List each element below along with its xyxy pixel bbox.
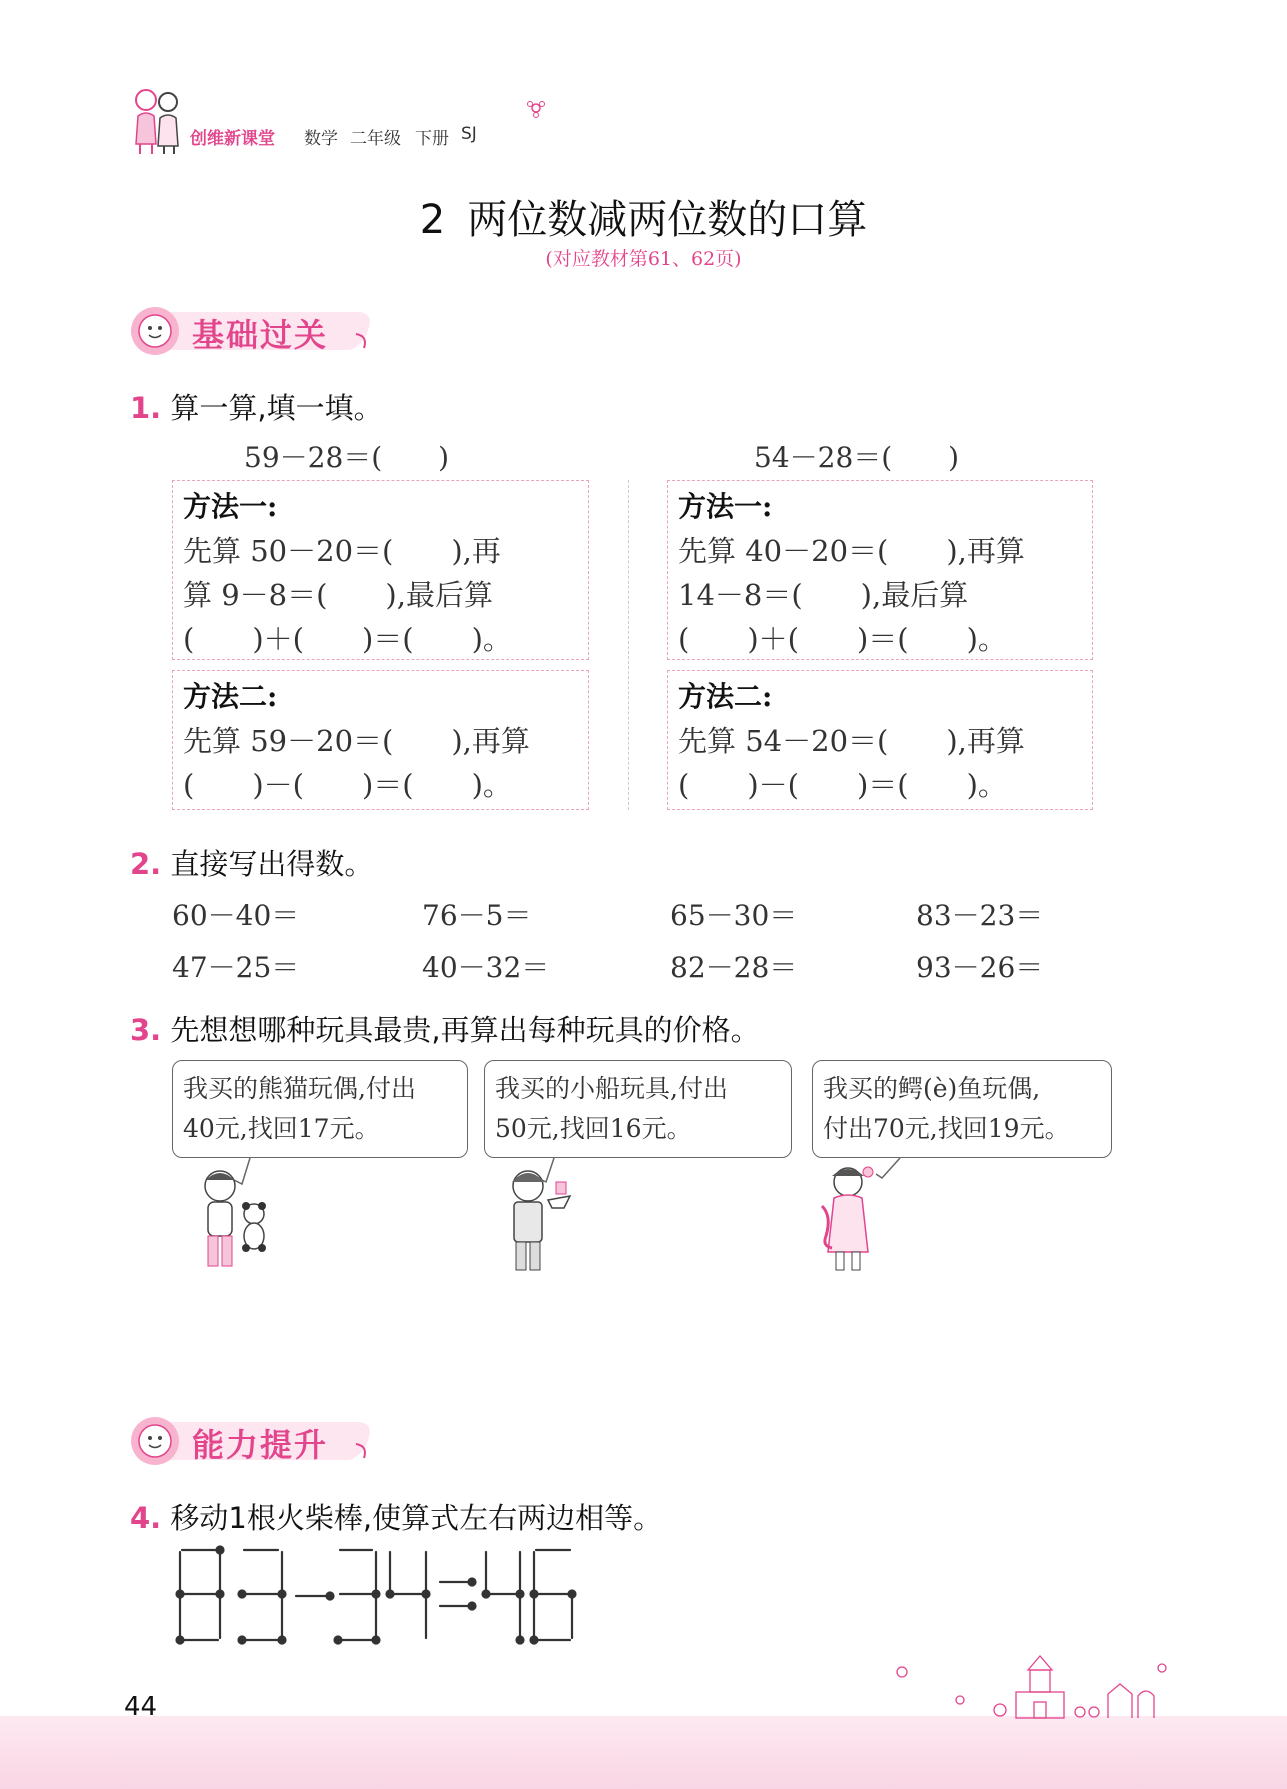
calc-item: 83－23＝ [916,899,1044,932]
grade-label: 二年级 [350,129,401,149]
method-title: 方法二: [183,680,278,713]
question-4 [130,1496,662,1537]
boy-with-boat-icon [498,1156,588,1276]
calc-item: 40－32＝ [422,951,550,984]
question-number: 1. [130,391,162,425]
method-line: ( )－( )＝( )。 [678,768,1007,802]
calc-item: 65－30＝ [670,899,798,932]
equation-left: 59－28＝( ) [244,441,450,474]
calc-item: 76－5＝ [422,899,532,932]
speech-bubble-crocodile [812,1060,1112,1158]
section-banner-basic [128,304,378,358]
section-title-advanced: 能力提升 [192,1426,329,1464]
lesson-number: 2 [419,197,446,243]
question-3 [130,1008,760,1049]
method-box-left-2 [172,670,589,810]
method-title: 方法一: [678,490,773,523]
method-box-left-1 [172,480,589,660]
question-prompt: 移动1根火柴棒,使算式左右两边相等。 [170,1501,663,1535]
calc-item: 47－25＝ [172,951,300,984]
series-name: 创维新课堂 [190,129,275,149]
method-line: ( )＋( )＝( )。 [678,622,1007,656]
boy-with-panda-icon [190,1156,280,1276]
girl-with-crocodile-icon [812,1156,902,1276]
question-prompt: 算一算,填一填。 [170,391,383,425]
question-2 [130,842,373,883]
question-1 [130,386,383,427]
question-prompt: 先想想哪种玩具最贵,再算出每种玩具的价格。 [170,1013,760,1047]
method-line: 14－8＝( ),最后算 [678,578,969,612]
section-title-basic: 基础过关 [192,316,329,354]
method-line: 先算 50－20＝( ),再 [183,534,501,568]
castle-decoration-icon [880,1650,1170,1720]
speech-bubble-panda [172,1060,468,1158]
lesson-title-text: 两位数减两位数的口算 [467,197,868,243]
method-line: ( )＋( )＝( )。 [183,622,512,656]
lesson-title [0,188,1287,245]
method-title: 方法一: [183,490,278,523]
bubble-line: 50元,找回16元。 [495,1114,692,1143]
method-line: 先算 40－20＝( ),再算 [678,534,1025,568]
question-prompt: 直接写出得数。 [170,847,374,881]
method-title: 方法二: [678,680,773,713]
method-line: 先算 59－20＝( ),再算 [183,724,530,758]
section-banner-advanced [128,1414,378,1468]
question-number: 4. [130,1501,162,1535]
textbook-reference: (对应教材第61、62页) [545,248,742,270]
calc-item: 60－40＝ [172,899,300,932]
page-number: 44 [124,1692,158,1722]
method-box-right-1 [667,480,1093,660]
equation-right: 54－28＝( ) [754,441,960,474]
column-divider [628,480,629,810]
bubble-line: 付出70元,找回19元。 [823,1114,1070,1143]
method-box-right-2 [667,670,1093,810]
method-line: ( )－( )＝( )。 [183,768,512,802]
bubble-line: 40元,找回17元。 [183,1114,380,1143]
volume-label: 下册 [415,129,449,149]
method-line: 算 9－8＝( ),最后算 [183,578,493,612]
kids-logo-icon [128,86,190,156]
bubble-line: 我买的小船玩具,付出 [495,1074,728,1103]
bubble-line: 我买的熊猫玩偶,付出 [183,1074,416,1103]
method-line: 先算 54－20＝( ),再算 [678,724,1025,758]
calc-item: 93－26＝ [916,951,1044,984]
subject-label: 数学 [304,129,338,149]
question-number: 2. [130,847,162,881]
speech-bubble-boat [484,1060,792,1158]
question-number: 3. [130,1013,162,1047]
edition-label: SJ [461,124,477,144]
matchstick-equation [170,1540,590,1656]
footer-band [0,1716,1287,1789]
bubble-line: 我买的鳄(è)鱼玩偶, [823,1074,1041,1103]
flower-decoration-icon [526,98,546,118]
calc-item: 82－28＝ [670,951,798,984]
